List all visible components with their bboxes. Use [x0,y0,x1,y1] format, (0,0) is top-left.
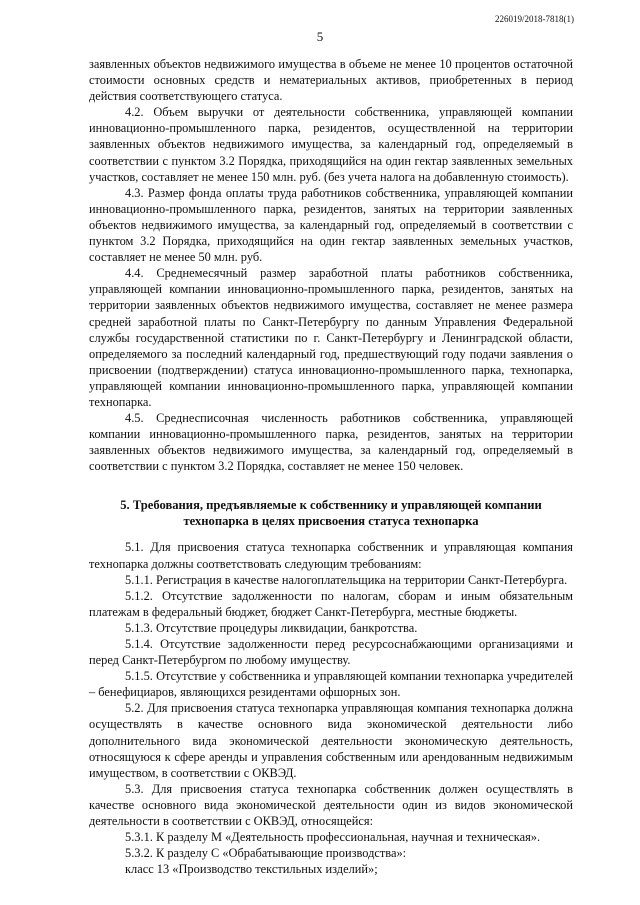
document-body [89,56,573,877]
paragraph-5-1-2: 5.1.2. Отсутствие задолженности по налогам, сборам и иным обязательным платежам в федеральный бюджет, бюджет Санкт-Петербурга, местные бюджеты. [89,588,573,619]
paragraph-5-1-5: 5.1.5. Отсутствие у собственника и управляющей компании технопарка учредителей – бенефициаров, являющихся резидентами офшорных зон. [89,669,573,700]
page-number: 5 [316,29,324,44]
paragraph-5-1-4: 5.1.4. Отсутствие задолженности перед ресурсоснабжающими организациями и перед Санкт-Петербургом по любому имуществу. [89,637,573,668]
paragraph-class-13: класс 13 «Производство текстильных изделий»; [125,862,378,877]
paragraph-5-3-1: 5.3.1. К разделу М «Деятельность профессиональная, научная и техническая». [125,830,541,845]
paragraph-5-1-3: 5.1.3. Отсутствие процедуры ликвидации, банкротства. [125,620,418,635]
paragraph-5-3-2: 5.3.2. К разделу С «Обрабатывающие производства»: [125,846,407,861]
paragraph-4-2: 4.2. Объем выручки от деятельности собственника, управляющей компании инновационно-промышленного парка, резидентов, осуществленной на территории заявленных объектов недвижимого имущества, за календарный год, определяемый в соответствии с пунктом 3.2 Порядка, приходящийся на один гектар заявленных земельных участков, составляет не менее 150 млн. руб. (без учета налога на добавленную стоимость). [89,105,573,184]
paragraph-5-3: 5.3. Для присвоения статуса технопарка собственник должен осуществлять в качестве основного вида экономической деятельности один из видов экономической деятельности в соответствии с ОКВЭД, относящейся: [89,781,573,829]
paragraph-4-4: 4.4. Среднемесячный размер заработной платы работников собственника, управляющей компании инновационно-промышленного парка, резидентов, занятых на территории заявленных объектов недвижимого имущества, составляет не менее размера средней заработной платы по Санкт-Петербургу по данным Управления Федеральной службы государственной статистики по г. Санкт-Петербургу и Ленинградской области, определяемого за последний календарный год, предшествующий году подачи заявления о присвоении (подтверждении) статуса инновационно-промышленного парка, технопарка, управляющей компании инновационно-промышленного парка, управляющей компании технопарка. [89,266,573,409]
paragraph-continuation: заявленных объектов недвижимого имущества в объеме не менее 10 процентов остаточной стоимости основных средств и нематериальных активов, приобретенных в период действия соответствующего статуса. [89,57,573,104]
paragraph-5-2: 5.2. Для присвоения статуса технопарка управляющая компания технопарка должна осуществлять в качестве основного вида экономической деятельности либо дополнительного вида экономической деятельности экономическую деятельность, относящуюся к сфере аренды и управления собственным или арендованным недвижимым имуществом, в соответствии с ОКВЭД. [89,701,573,780]
paragraph-5-1: 5.1. Для присвоения статуса технопарка собственник и управляющая компания технопарка должны соответствовать следующим требованиям: [89,540,573,571]
doc-id: 226019/2018-7818(1) [495,14,574,24]
paragraph-4-3: 4.3. Размер фонда оплаты труда работников собственника, управляющей компании инновационно-промышленного парка, резидентов, занятых на территории заявленных объектов недвижимого имущества, за календарный год, определяемый в соответствии с пунктом 3.2 Порядка, приходящийся на один гектар заявленных земельных участков, составляет не менее 50 млн. руб. [89,185,573,265]
paragraph-5-1-1: 5.1.1. Регистрация в качестве налогоплательщика на территории Санкт-Петербурга. [125,572,568,587]
paragraph-4-5: 4.5. Среднесписочная численность работников собственника, управляющей компании инновационно-промышленного парка, резидентов, занятых на территории заявленных объектов недвижимого имущества, за календарный год, определяемый в соответствии с пунктом 3.2 Порядка, составляет не менее 150 человек. [89,411,573,474]
section-5-heading: 5. Требования, предъявляемые к собственнику и управляющей компании технопарка в целях присвоения статуса технопарка [120,498,542,528]
